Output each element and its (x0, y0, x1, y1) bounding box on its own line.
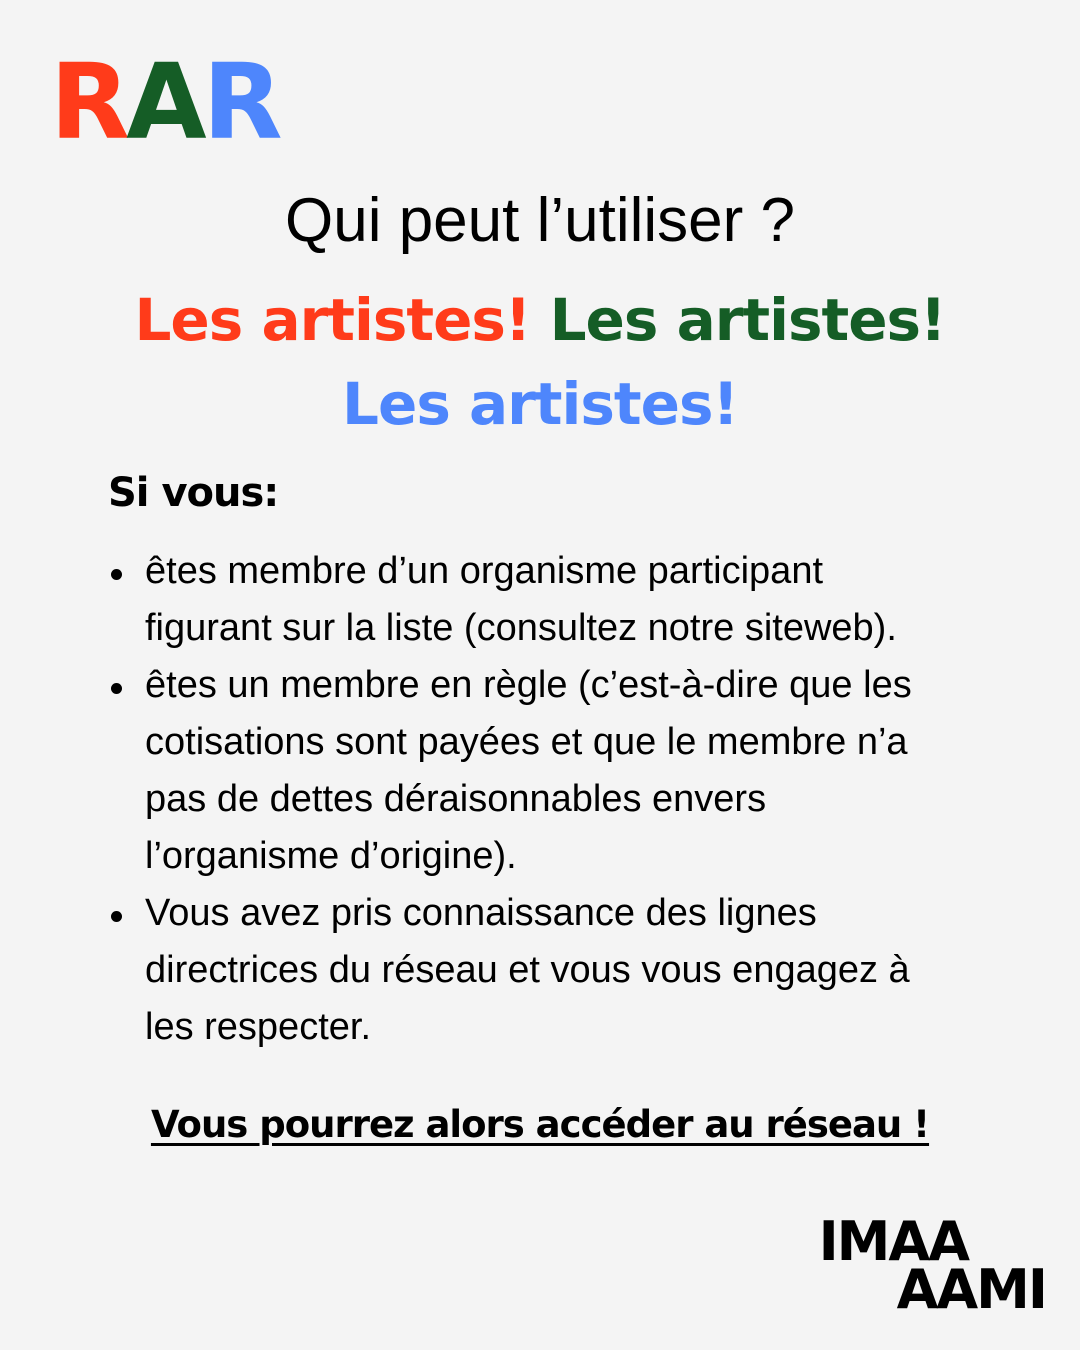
list-item (108, 657, 1028, 885)
list-item-line: pas de dettes déraisonnables envers (145, 778, 767, 820)
list-item (108, 543, 1028, 657)
call-to-action: Vous pourrez alors accéder au réseau ! (150, 1103, 930, 1146)
list-item-line: Vous avez pris connaissance des lignes (145, 892, 817, 934)
artists-line-2 (0, 369, 1080, 439)
brand-line-aami: AAMI (896, 1258, 1046, 1321)
bullet-icon (111, 911, 122, 922)
list-item-line: les respecter. (145, 1006, 371, 1048)
rar-logo (50, 41, 279, 163)
list-item-line: directrices du réseau et vous vous engagez à (145, 949, 910, 991)
bullet-icon (111, 569, 122, 580)
page-title: Qui peut l’utiliser ? (284, 186, 796, 255)
logo-letter-r: R (50, 41, 127, 163)
intro-heading: Si vous: (108, 470, 279, 516)
artists-phrase-green: Les artistes! (549, 286, 946, 354)
logo-letter-r-second: R (202, 41, 279, 163)
brand-line-imaa: IMAA (818, 1210, 968, 1273)
artists-line-1 (0, 285, 1080, 355)
list-item-line: figurant sur la liste (consultez notre siteweb). (145, 607, 897, 649)
list-item (108, 885, 1028, 1056)
list-item-line: l’organisme d’origine). (145, 835, 517, 877)
list-item-line: êtes un membre en règle (c’est-à-dire que les (145, 664, 912, 706)
eligibility-list (108, 543, 1028, 1056)
list-item-line: cotisations sont payées et que le membre n’a (145, 721, 908, 763)
logo-letter-a: A (126, 41, 203, 163)
list-item-line: êtes membre d’un organisme participant (145, 550, 824, 592)
artists-phrase-red: Les artistes! (134, 286, 531, 354)
bullet-icon (111, 683, 122, 694)
imaa-aami-logo (818, 1210, 1046, 1321)
artists-phrase-blue: Les artistes! (342, 370, 738, 438)
